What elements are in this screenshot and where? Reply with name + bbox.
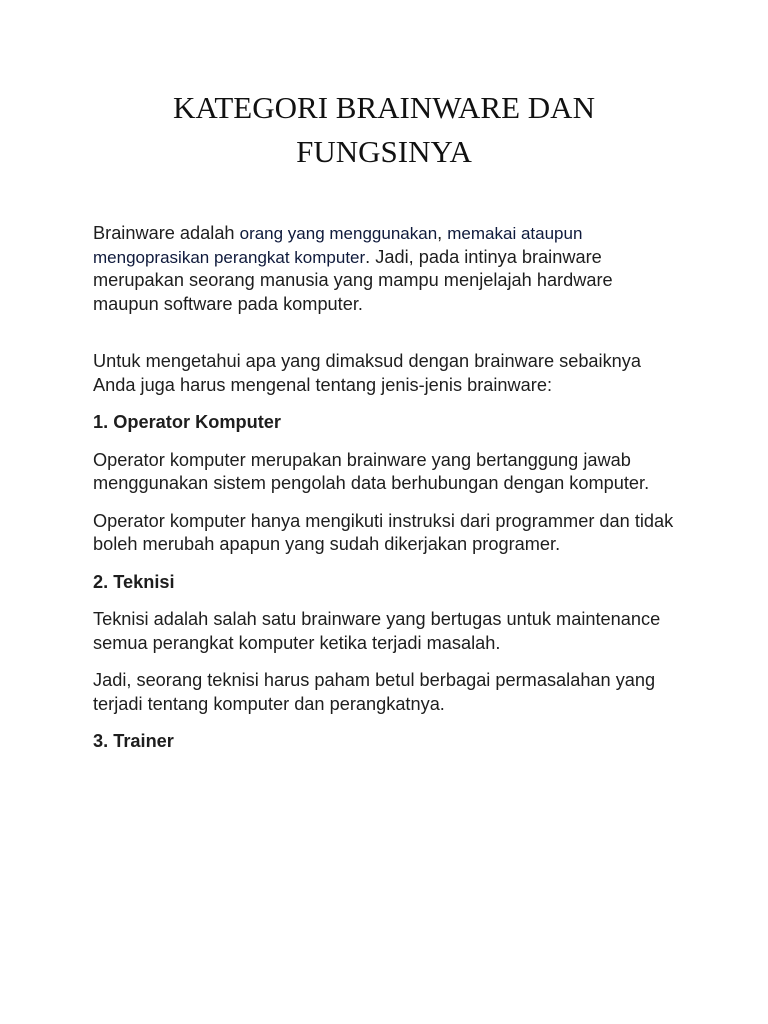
section-2-paragraph-2: Jadi, seorang teknisi harus paham betul berbagai permasalahan yang terjadi tentang komputer dan perangkatnya.	[93, 670, 656, 714]
section-heading-1: 1. Operator Komputer	[93, 412, 281, 432]
title-line-2: FUNGSINYA	[296, 134, 472, 169]
section-heading-2: 2. Teknisi	[93, 571, 175, 592]
document-title	[0, 86, 768, 174]
intro-text-2: ,	[437, 223, 448, 243]
section-heading-3: 3. Trainer	[93, 731, 174, 751]
intro-paragraph	[93, 222, 683, 316]
section-1-paragraph-2: Operator komputer hanya mengikuti instruksi dari programmer dan tidak boleh merubah apapun yang sudah dikerjakan programer.	[93, 510, 674, 554]
intro-text-3: . Jadi, pada intinya brainware merupakan seorang manusia yang mampu menjelajah hardware maupun software pada komputer.	[93, 246, 613, 314]
section-1-paragraph-1: Operator komputer merupakan brainware yang bertanggung jawab menggunakan sistem pengolah data berhubungan dengan komputer.	[93, 449, 650, 493]
intro-highlight-2: memakai ataupun mengoprasikan perangkat komputer	[93, 224, 583, 267]
intro-text-1: Brainware adalah	[93, 223, 240, 243]
document-body	[93, 222, 683, 754]
title-line-1: KATEGORI BRAINWARE DAN	[173, 90, 595, 125]
paragraph-2: Untuk mengetahui apa yang dimaksud dengan brainware sebaiknya Anda juga harus mengenal tentang jenis-jenis brainware:	[93, 351, 642, 395]
intro-highlight-1: orang yang menggunakan	[239, 224, 438, 243]
section-2-paragraph-1: Teknisi adalah salah satu brainware yang bertugas untuk maintenance semua perangkat komputer ketika terjadi masalah.	[93, 609, 661, 653]
